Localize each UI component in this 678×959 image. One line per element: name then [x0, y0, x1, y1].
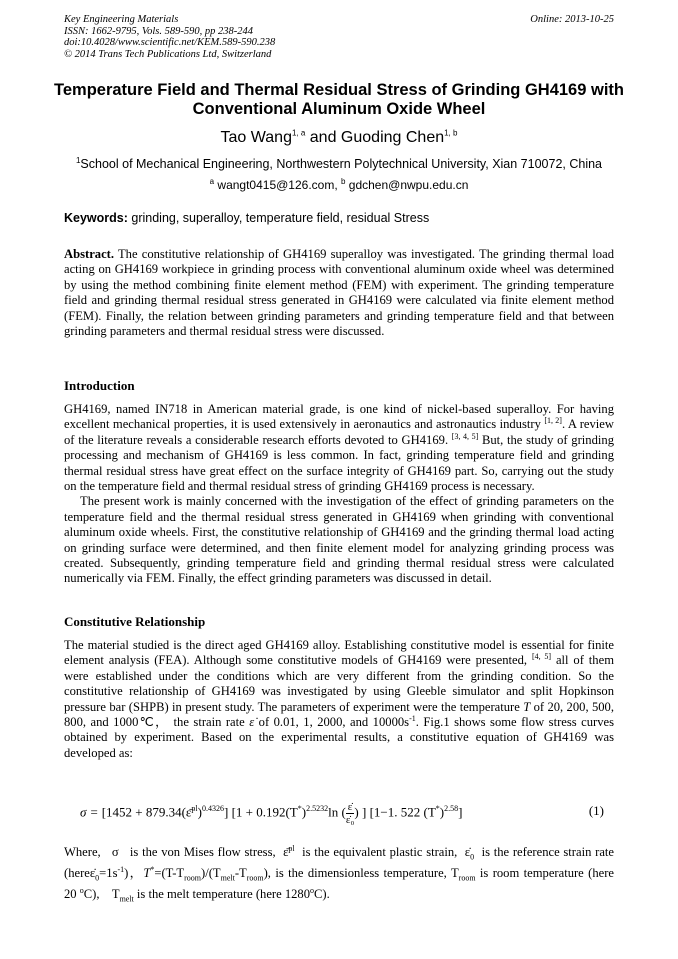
- eq-term-2-b: ): [301, 804, 307, 820]
- introduction-body: [64, 402, 614, 587]
- const-p-a: The material studied is the direct aged GH4169 alloy. Establishing constitutive model is essential for finite element analysis (FEA). Although some constitutive models of GH4169 were presented,: [64, 638, 614, 668]
- const-p-d: of 0.01, 1, 2000, and 10000s: [254, 715, 410, 730]
- eq-frac-den: ε̇₀: [345, 814, 355, 826]
- intro-p1-a: GH4169, named IN718 in American material grade, is one kind of nickel-based superalloy. For having excellent mechanical properties, it is used extensively in aeronautics and astronautics industry: [64, 402, 614, 432]
- eq-term-2-sup: *: [297, 804, 302, 814]
- where-10: *: [150, 864, 155, 874]
- eq-term-1-close: ]: [223, 804, 229, 820]
- where-14: melt: [220, 873, 235, 883]
- affiliation-sup: 1: [75, 155, 81, 165]
- doi-line: doi:10.4028/www.scientific.net/KEM.589-590.238: [64, 37, 276, 48]
- author-emails: [0, 178, 678, 192]
- journal-header: [64, 14, 614, 60]
- eq-term-2-close: ) ]: [354, 804, 367, 820]
- where-3: is the reference strain rate (here: [64, 845, 618, 880]
- equation-body: [80, 801, 462, 826]
- where-18: room: [458, 873, 476, 883]
- affiliation: [0, 157, 678, 171]
- where-0: 0: [470, 852, 475, 862]
- author-and: and: [305, 129, 341, 146]
- const-rate: ε̇: [249, 715, 255, 730]
- eq-term-2-ln: ln (: [328, 804, 346, 820]
- where-17: ), is the dimensionless temperature, T: [263, 866, 459, 880]
- keywords-text: grinding, superalloy, temperature field, residual Stress: [127, 211, 430, 225]
- where-25: C).: [314, 887, 330, 901]
- where-20: o: [79, 885, 84, 895]
- where-11: =(T-T: [154, 866, 185, 880]
- abstract-text: The constitutive relationship of GH4169 superalloy was investigated. The grinding thermal load acting on GH4169 workpiece in grinding process with conventional aluminum oxide wheel was determined by using the method combining finite element method (FEM) with experiment. The grinding temperature field and grinding thermal residual stress generated in GH4169 were calculated via finite element method (FEM). Finally, the relation between grinding parameters and grinding temperature field and that between grinding parameters and thermal residual stress were discussed.: [64, 247, 618, 339]
- where-13: )/(T: [201, 866, 221, 880]
- where-19: is room temperature (here 20: [64, 866, 618, 901]
- constitutive-paragraph: [64, 638, 614, 761]
- author-1: Tao Wang: [220, 129, 292, 146]
- where-2: is the equivalent plastic strain, ε̇: [294, 845, 471, 859]
- eq-term-3-sup: *: [435, 804, 440, 814]
- where-16: room: [246, 873, 264, 883]
- where-12: room: [184, 873, 202, 883]
- eq-frac-num: ε̇: [347, 801, 353, 813]
- where-23: is the melt temperature (here 1280: [133, 887, 311, 901]
- eq-term-3: [1−1. 522 (T: [366, 804, 436, 820]
- eq-term-1-exp: ): [197, 804, 202, 820]
- eq-term-3-pow: 2.58: [444, 804, 459, 814]
- intro-paragraph-2: The present work is mainly concerned with the investigation of the effect of grinding parameters on the temperature field and the thermal residual stress generated in GH4169 when grinding with conventional aluminum oxide wheels. First, the constitutive relationship of GH4169 and the grinding thermal load acting on grinding surface were determined, and then finite element model for analyzing grinding process was created. Subsequently, grinding temperature field and grinding thermal residual stress were calculated numerically via FEM. Finally, the effect grinding parameters was discussed in detail.: [64, 494, 614, 586]
- where-15: -T: [234, 866, 247, 880]
- affiliation-text: School of Mechanical Engineering, Northwestern Polytechnical University, Xian 710072, China: [80, 157, 603, 171]
- eq-term-2-pow: 2.5232: [306, 804, 329, 814]
- where-paragraph: [64, 842, 618, 905]
- where-pl: pl: [288, 843, 295, 853]
- email-b: gdchen@nwpu.edu.cn: [345, 178, 469, 192]
- keywords-label: Keywords:: [64, 211, 128, 225]
- author-2-sup: 1, b: [444, 128, 458, 138]
- const-p-c: of 20, 200, 500, 800, and 1000℃， the strain rate: [64, 699, 614, 730]
- author-1-sup: 1, a: [291, 128, 306, 138]
- keywords: [64, 211, 624, 225]
- where-21: C), T: [83, 887, 120, 901]
- email-b-sup: b: [341, 177, 346, 186]
- where-5: 0: [95, 873, 100, 883]
- equation-1: [80, 797, 620, 831]
- paper-title: [40, 81, 638, 119]
- eq-term-2: [1 + 0.192(T: [228, 804, 298, 820]
- abstract-label: Abstract.: [64, 247, 115, 261]
- const-p-e: . Fig.1 shows some flow stress curves obtained by experiment. Based on the experimental results, a constitutive equation of GH4169 was developed as:: [64, 715, 615, 760]
- title-line-1: Temperature Field and Thermal Residual Stress of Grinding GH4169 with: [54, 81, 624, 99]
- issn-line: ISSN: 1662-9795, Vols. 589-590, pp 238-244: [64, 25, 253, 37]
- introduction-heading: Introduction: [64, 378, 135, 393]
- constitutive-body: [64, 638, 614, 761]
- online-date: Online: 2013-10-25: [530, 14, 614, 25]
- where-24: o: [310, 885, 315, 895]
- eq-term-3-close: ]: [458, 804, 463, 820]
- eq-lhs: σ =: [80, 804, 102, 820]
- equation-number: (1): [588, 803, 604, 818]
- author-2: Guoding Chen: [340, 129, 445, 146]
- authors-line: [0, 129, 678, 147]
- const-exp: -1: [409, 713, 416, 723]
- const-p-b: all of them were established under the conditions which are very different from the grinding condition. So the constitutive relationship of GH4169 was investigated by using Gleeble simulator and split Hopkinson pressure bar (SHPB) in present study. The parameters of experiment were the temperature: [64, 653, 614, 714]
- const-T: T: [523, 699, 531, 714]
- where-1: Where, σ is the von Mises flow stress, ε̄: [64, 845, 289, 859]
- where-6: =1s: [99, 866, 118, 880]
- eq-term-1: [1452 + 879.34(ε̄: [101, 804, 192, 820]
- eq-term-1-sup: pl: [191, 804, 198, 814]
- where-7: -1: [117, 864, 125, 874]
- intro-ref-1: [1, 2]: [544, 416, 562, 426]
- where-8: )，: [124, 866, 144, 880]
- where-22: melt: [119, 894, 134, 904]
- eq-term-3-b: ): [439, 804, 445, 820]
- intro-ref-2: [3, 4, 5]: [451, 431, 479, 441]
- eq-term-1-pow: 0.4326: [201, 804, 224, 814]
- const-ref: [4, 5]: [531, 652, 552, 662]
- journal-name: Key Engineering Materials: [64, 14, 179, 25]
- email-a: wangt0415@126.com,: [214, 178, 341, 192]
- constitutive-heading: Constitutive Relationship: [64, 614, 206, 629]
- intro-paragraph-1: [64, 402, 614, 494]
- where-9: T: [143, 866, 151, 880]
- intro-p1-b: . A review of the literature reveals a considerable research efforts devoted to GH4169.: [64, 417, 614, 447]
- intro-p1-c: But, the study of grinding processing and mechanism of GH4169 is less common. In fact, grinding temperature field and grinding thermal residual stress have great effect on the surface integrity of GH4169 part. So, carrying out the study on the temperature field and thermal residual stress of grinding GH4169 process is necessary.: [64, 432, 614, 494]
- email-a-sup: a: [209, 177, 215, 186]
- copyright-line: © 2014 Trans Tech Publications Ltd, Switzerland: [64, 48, 272, 60]
- abstract: [64, 247, 618, 339]
- title-line-2: Conventional Aluminum Oxide Wheel: [192, 100, 486, 118]
- where-4: ε̇: [89, 866, 96, 880]
